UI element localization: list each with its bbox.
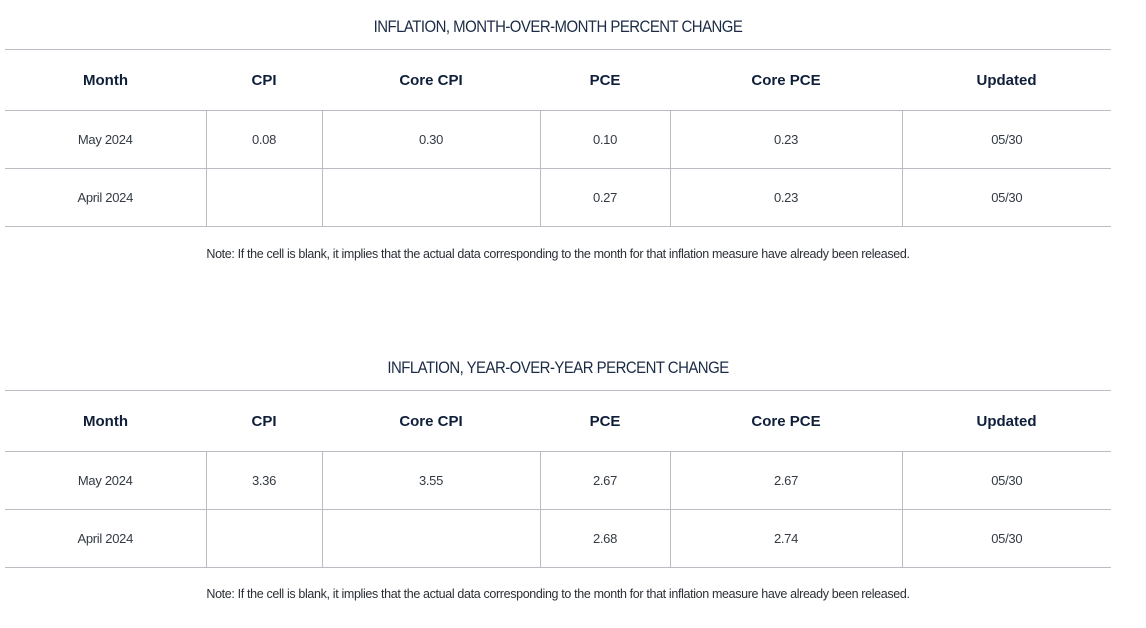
cell-month: May 2024 (5, 111, 206, 169)
cell-month: April 2024 (5, 169, 206, 227)
cell-month: April 2024 (5, 510, 206, 568)
column-header-core-pce: Core PCE (670, 50, 902, 111)
column-header-cpi: CPI (206, 391, 322, 452)
cell-updated: 05/30 (902, 510, 1111, 568)
cell-core-cpi (322, 169, 540, 227)
table-row (5, 169, 1111, 227)
cell-core-cpi: 0.30 (322, 111, 540, 169)
mom-table-note: Note: If the cell is blank, it implies that the actual data corresponding to the month for that inflation measure have already been released. (206, 247, 910, 261)
cell-updated: 05/30 (902, 169, 1111, 227)
column-header-updated: Updated (902, 391, 1111, 452)
column-header-month: Month (5, 391, 206, 452)
cell-core-pce: 2.74 (670, 510, 902, 568)
table-row (5, 452, 1111, 510)
column-header-pce: PCE (540, 391, 670, 452)
column-header-cpi: CPI (206, 50, 322, 111)
cell-cpi (206, 510, 322, 568)
cell-updated: 05/30 (902, 452, 1111, 510)
cell-core-cpi: 3.55 (322, 452, 540, 510)
yoy-inflation-table (5, 390, 1111, 568)
cell-updated: 05/30 (902, 111, 1111, 169)
column-header-core-cpi: Core CPI (322, 391, 540, 452)
yoy-table-note: Note: If the cell is blank, it implies that the actual data corresponding to the month for that inflation measure have already been released. (206, 587, 910, 601)
cell-month: May 2024 (5, 452, 206, 510)
column-header-pce: PCE (540, 50, 670, 111)
mom-inflation-table (5, 49, 1111, 227)
cell-cpi (206, 169, 322, 227)
cell-pce: 0.10 (540, 111, 670, 169)
yoy-table-title: INFLATION, YEAR-OVER-YEAR PERCENT CHANGE (387, 358, 729, 377)
column-header-month: Month (5, 50, 206, 111)
cell-core-cpi (322, 510, 540, 568)
mom-table-title: INFLATION, MONTH-OVER-MONTH PERCENT CHANGE (373, 17, 743, 36)
table-row (5, 111, 1111, 169)
cell-cpi: 3.36 (206, 452, 322, 510)
cell-core-pce: 2.67 (670, 452, 902, 510)
column-header-core-cpi: Core CPI (322, 50, 540, 111)
cell-pce: 2.68 (540, 510, 670, 568)
column-header-core-pce: Core PCE (670, 391, 902, 452)
cell-core-pce: 0.23 (670, 111, 902, 169)
table-row (5, 510, 1111, 568)
cell-core-pce: 0.23 (670, 169, 902, 227)
column-header-updated: Updated (902, 50, 1111, 111)
table-header-row (5, 50, 1111, 111)
table-header-row (5, 391, 1111, 452)
cell-pce: 0.27 (540, 169, 670, 227)
cell-cpi: 0.08 (206, 111, 322, 169)
cell-pce: 2.67 (540, 452, 670, 510)
